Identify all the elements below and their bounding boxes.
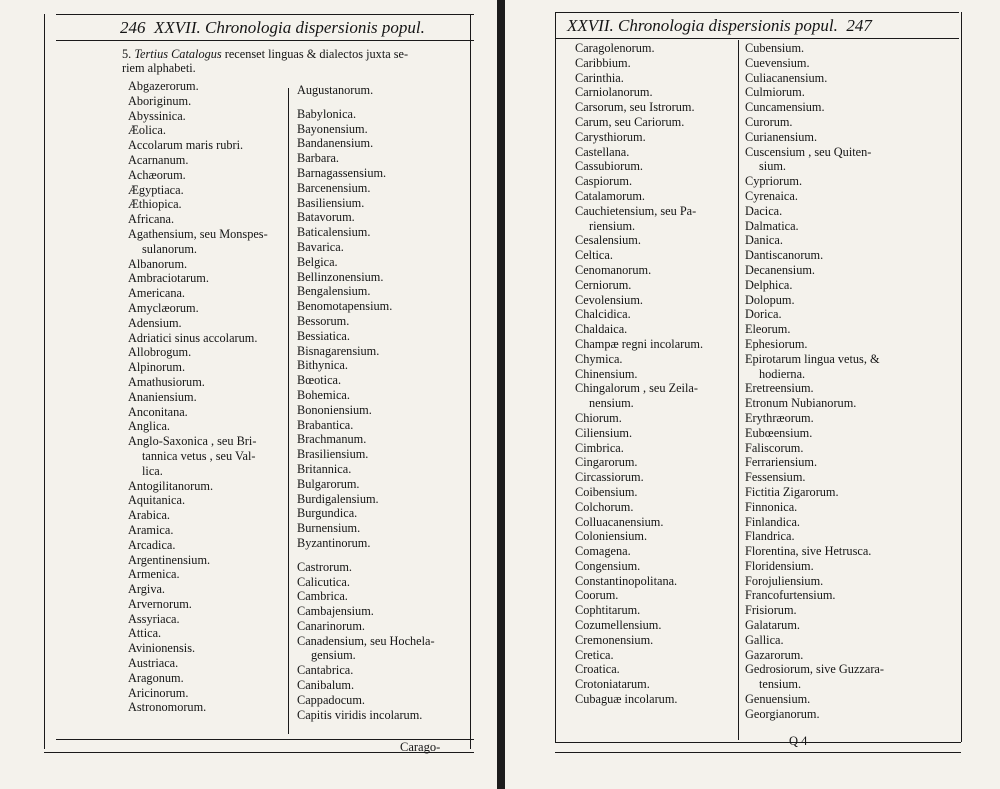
- list-item: Byzantinorum.: [297, 535, 371, 550]
- list-item: Cubensium.: [745, 41, 805, 55]
- running-header: [567, 16, 872, 36]
- list-item: Cuncamensium.: [745, 100, 825, 115]
- list-item: Barnagassensium.: [297, 165, 387, 180]
- list-item: riensium.: [589, 218, 636, 233]
- list-item: Caspiorum.: [575, 174, 633, 189]
- list-item: Dolopum.: [745, 292, 795, 307]
- list-item: Batavorum.: [297, 210, 355, 225]
- list-item: Astronomorum.: [128, 700, 207, 715]
- list-item: Aramica.: [128, 522, 174, 537]
- list-item: Bessorum.: [297, 313, 350, 328]
- list-item: Cimbrica.: [575, 440, 624, 455]
- list-item: Eretreensium.: [745, 381, 814, 396]
- list-item: Epirotarum lingua vetus, &: [745, 351, 880, 366]
- list-item: Carsorum, seu Istrorum.: [575, 100, 695, 115]
- right-margin-rule: [961, 12, 962, 742]
- list-item: Circassiorum.: [575, 470, 644, 485]
- list-item: Assyriaca.: [128, 611, 180, 626]
- list-item: Cambajensium.: [297, 604, 374, 619]
- list-item: Austriaca.: [128, 656, 179, 671]
- list-item: Burdigalensium.: [297, 491, 379, 506]
- intro-lead: Tertius Catalogus: [134, 47, 222, 61]
- page-number: 246: [120, 18, 146, 37]
- list-item: Erythræorum.: [745, 410, 814, 425]
- list-item: Bessiatica.: [297, 328, 350, 343]
- footer-rule: [555, 742, 961, 743]
- list-item: Africana.: [128, 212, 175, 227]
- list-item: Caribbium.: [575, 55, 631, 70]
- list-item: Canibalum.: [297, 678, 355, 693]
- list-item: Aricinorum.: [128, 685, 189, 700]
- left-column-2: [297, 83, 462, 722]
- list-item: Armenica.: [128, 567, 180, 582]
- list-item: Avinionensis.: [128, 641, 196, 656]
- list-item: Capitis viridis incolarum.: [297, 707, 423, 722]
- list-item: Forojuliensium.: [745, 573, 824, 588]
- list-item: Georgianorum.: [745, 706, 820, 721]
- list-item: Albanorum.: [128, 256, 188, 271]
- list-item: Curianensium.: [745, 129, 818, 144]
- list-item: Cenomanorum.: [575, 262, 652, 277]
- list-item: Gallica.: [745, 632, 784, 647]
- list-item: Benomotapensium.: [297, 299, 393, 314]
- list-item: Anglo-Saxonica , seu Bri-: [128, 434, 257, 449]
- list-item: Americana.: [128, 286, 186, 301]
- list-item: Cambrica.: [297, 589, 348, 604]
- list-item: Dorica.: [745, 307, 782, 322]
- header-underline: [56, 40, 474, 41]
- list-item: Argentinensium.: [128, 552, 211, 567]
- list-item: Basiliensium.: [297, 195, 365, 210]
- column-divider: [738, 40, 739, 740]
- list-item: sium.: [759, 159, 786, 174]
- catalogue-intro: [122, 48, 464, 75]
- list-item: nensium.: [589, 396, 634, 411]
- list-item: Aquitanica.: [128, 493, 186, 508]
- list-item: Ephesiorum.: [745, 336, 808, 351]
- list-item: Fictitia Zigarorum.: [745, 484, 839, 499]
- list-item: Cypriorum.: [745, 174, 803, 189]
- list-item: Chaldaica.: [575, 322, 628, 337]
- list-item: Carniolanorum.: [575, 85, 653, 100]
- list-item: Abgazerorum.: [128, 79, 199, 93]
- list-item: Alpinorum.: [128, 360, 186, 375]
- list-item: Gedrosiorum, sive Guzzara-: [745, 662, 884, 677]
- list-item: Florentina, sive Hetrusca.: [745, 544, 872, 559]
- list-item: Ambraciotarum.: [128, 271, 209, 286]
- list-item: Faliscorum.: [745, 440, 804, 455]
- list-item: Danica.: [745, 233, 783, 248]
- list-item: Ciliensium.: [575, 425, 633, 440]
- list-item: Cuevensium.: [745, 55, 810, 70]
- list-item: Dantiscanorum.: [745, 248, 824, 263]
- list-item: Attica.: [128, 626, 162, 641]
- list-item: Accolarum maris rubri.: [128, 138, 244, 153]
- list-item: Cesalensium.: [575, 233, 641, 248]
- list-item: Bithynica.: [297, 358, 348, 373]
- list-item: Culmiorum.: [745, 85, 805, 100]
- list-item: Carysthiorum.: [575, 129, 646, 144]
- list-item: Cubaguæ incolarum.: [575, 692, 678, 707]
- list-item: Brasiliensium.: [297, 447, 369, 462]
- list-item: Bayonensium.: [297, 121, 368, 136]
- list-item: Cerniorum.: [575, 277, 632, 292]
- list-item: Frisiorum.: [745, 603, 797, 618]
- list-item: Cantabrica.: [297, 663, 354, 678]
- list-item: Brachmanum.: [297, 432, 367, 447]
- list-item: Chinensium.: [575, 366, 638, 381]
- list-item: Cappadocum.: [297, 692, 365, 707]
- column-divider: [288, 88, 289, 734]
- list-item: Croatica.: [575, 662, 620, 677]
- list-item: Cremonensium.: [575, 632, 654, 647]
- intro-text: recenset linguas & dialectos juxta se-: [221, 47, 409, 61]
- list-item: Colluacanensium.: [575, 514, 664, 529]
- list-item: Cozumellensium.: [575, 618, 662, 633]
- list-item: Champæ regni incolarum.: [575, 336, 704, 351]
- list-item: Finnonica.: [745, 499, 798, 514]
- book-gutter: [497, 0, 505, 789]
- list-item: Coibensium.: [575, 484, 638, 499]
- list-item: Coorum.: [575, 588, 619, 603]
- page-number: 247: [846, 16, 872, 35]
- list-item: Colchorum.: [575, 499, 634, 514]
- bottom-rule: [44, 752, 474, 753]
- signature-mark: Q 4: [789, 734, 808, 748]
- list-item: Ferrariensium.: [745, 455, 818, 470]
- list-item: Bulgarorum.: [297, 476, 360, 491]
- list-item: Delphica.: [745, 277, 793, 292]
- list-item: Dalmatica.: [745, 218, 799, 233]
- list-item: Coloniensium.: [575, 529, 648, 544]
- list-item: Antogilitanorum.: [128, 478, 214, 493]
- list-item: Cyrenaica.: [745, 188, 798, 203]
- list-item: Dacica.: [745, 203, 783, 218]
- list-item: sulanorum.: [142, 241, 197, 256]
- list-item: Aragonum.: [128, 670, 184, 685]
- list-item: Castellana.: [575, 144, 630, 159]
- list-item: Bavarica.: [297, 239, 344, 254]
- list-item: Constantinopolitana.: [575, 573, 678, 588]
- left-page: [0, 0, 498, 789]
- list-item: Cauchietensium, seu Pa-: [575, 203, 697, 218]
- list-item: Achæorum.: [128, 167, 186, 182]
- list-item: Acarnanum.: [128, 152, 189, 167]
- list-item: Augustanorum.: [297, 83, 374, 97]
- list-item: Anglica.: [128, 419, 171, 434]
- list-item: hodierna.: [759, 366, 806, 381]
- list-item: Ægyptiaca.: [128, 182, 184, 197]
- list-item: Etronum Nubianorum.: [745, 396, 857, 411]
- header-underline: [555, 38, 959, 39]
- list-item: Burgundica.: [297, 506, 358, 521]
- list-item: Celtica.: [575, 248, 613, 263]
- right-margin-rule: [470, 14, 471, 749]
- list-item: Adensium.: [128, 315, 182, 330]
- running-header: [120, 18, 425, 38]
- list-item: lica.: [142, 463, 163, 478]
- list-item: Æolica.: [128, 123, 166, 138]
- list-item: Castrorum.: [297, 559, 352, 574]
- left-margin-rule: [555, 12, 556, 742]
- list-item: Burnensium.: [297, 521, 361, 536]
- list-item: Adriatici sinus accolarum.: [128, 330, 258, 345]
- list-item: Eleorum.: [745, 322, 791, 337]
- list-item: Genuensium.: [745, 692, 811, 707]
- list-item: Chingalorum , seu Zeila-: [575, 381, 698, 396]
- list-item: gensium.: [311, 648, 356, 663]
- list-item: Fessensium.: [745, 470, 806, 485]
- list-item: Eubœensium.: [745, 425, 813, 440]
- list-item: Bononiensium.: [297, 402, 372, 417]
- list-item: Baticalensium.: [297, 225, 371, 240]
- left-margin-rule: [44, 14, 45, 749]
- list-item: Cuscensium , seu Quiten-: [745, 144, 872, 159]
- intro-number: 5.: [122, 47, 132, 61]
- list-item: Allobrogum.: [128, 345, 192, 360]
- list-item: Anconitana.: [128, 404, 188, 419]
- left-column-1: [128, 79, 283, 715]
- list-item: Bellinzonensium.: [297, 269, 384, 284]
- right-page: [505, 0, 1000, 789]
- list-item: Flandrica.: [745, 529, 795, 544]
- list-item: Agathensium, seu Monspes-: [128, 226, 268, 241]
- list-item: Argiva.: [128, 582, 165, 597]
- right-column-1: [575, 41, 735, 707]
- list-item: Comagena.: [575, 544, 631, 559]
- list-item: Bisnagarensium.: [297, 343, 380, 358]
- list-item: Cretica.: [575, 647, 614, 662]
- list-item: Chalcidica.: [575, 307, 631, 322]
- list-item: Amyclæorum.: [128, 300, 199, 315]
- list-item: Finlandica.: [745, 514, 800, 529]
- list-item: Barcenensium.: [297, 180, 371, 195]
- list-item: Calicutica.: [297, 574, 350, 589]
- list-item: Curorum.: [745, 114, 793, 129]
- list-item: Bandanensium.: [297, 136, 374, 151]
- list-item: Decanensium.: [745, 262, 815, 277]
- list-item: Cassubiorum.: [575, 159, 643, 174]
- list-item: Barbara.: [297, 151, 339, 166]
- group-spacer: [297, 551, 462, 560]
- list-item: Canadensium, seu Hochela-: [297, 633, 435, 648]
- list-item: Catalamorum.: [575, 188, 646, 203]
- bottom-rule: [555, 752, 961, 753]
- list-item: tensium.: [759, 677, 802, 692]
- running-title: XXVII. Chronologia dispersionis popul.: [154, 18, 425, 37]
- list-item: Canarinorum.: [297, 618, 365, 633]
- list-item: Caragolenorum.: [575, 41, 655, 55]
- list-item: Culiacanensium.: [745, 70, 828, 85]
- list-item: Brabantica.: [297, 417, 354, 432]
- header-rule: [56, 14, 474, 15]
- list-item: Aboriginum.: [128, 93, 192, 108]
- list-item: Cophtitarum.: [575, 603, 641, 618]
- list-item: Arabica.: [128, 508, 170, 523]
- intro-text-2: riem alphabeti.: [122, 60, 196, 75]
- list-item: Bohemica.: [297, 387, 350, 402]
- list-item: Cingarorum.: [575, 455, 638, 470]
- list-item: Britannica.: [297, 461, 352, 476]
- group-spacer: [297, 98, 462, 107]
- list-item: Æthiopica.: [128, 197, 182, 212]
- header-rule: [555, 12, 959, 13]
- list-item: Bengalensium.: [297, 284, 371, 299]
- list-item: Abyssinica.: [128, 108, 186, 123]
- list-item: Carinthia.: [575, 70, 624, 85]
- list-item: Arvernorum.: [128, 596, 192, 611]
- list-item: Galatarum.: [745, 618, 800, 633]
- list-item: tannica vetus , seu Val-: [142, 448, 256, 463]
- list-item: Belgica.: [297, 254, 338, 269]
- list-item: Gazarorum.: [745, 647, 804, 662]
- right-column-2: [745, 41, 950, 722]
- list-item: Chiorum.: [575, 410, 622, 425]
- list-item: Cevolensium.: [575, 292, 643, 307]
- catchword: Carago-: [400, 740, 441, 754]
- list-item: Carum, seu Cariorum.: [575, 114, 685, 129]
- list-item: Chymica.: [575, 351, 623, 366]
- running-title: XXVII. Chronologia dispersionis popul.: [567, 16, 838, 35]
- list-item: Bœotica.: [297, 373, 342, 388]
- list-item: Congensium.: [575, 558, 641, 573]
- list-item: Babylonica.: [297, 106, 357, 121]
- list-item: Francofurtensium.: [745, 588, 836, 603]
- list-item: Ananiensium.: [128, 389, 197, 404]
- list-item: Floridensium.: [745, 558, 814, 573]
- list-item: Amathusiorum.: [128, 374, 205, 389]
- list-item: Crotoniatarum.: [575, 677, 650, 692]
- list-item: Arcadica.: [128, 537, 176, 552]
